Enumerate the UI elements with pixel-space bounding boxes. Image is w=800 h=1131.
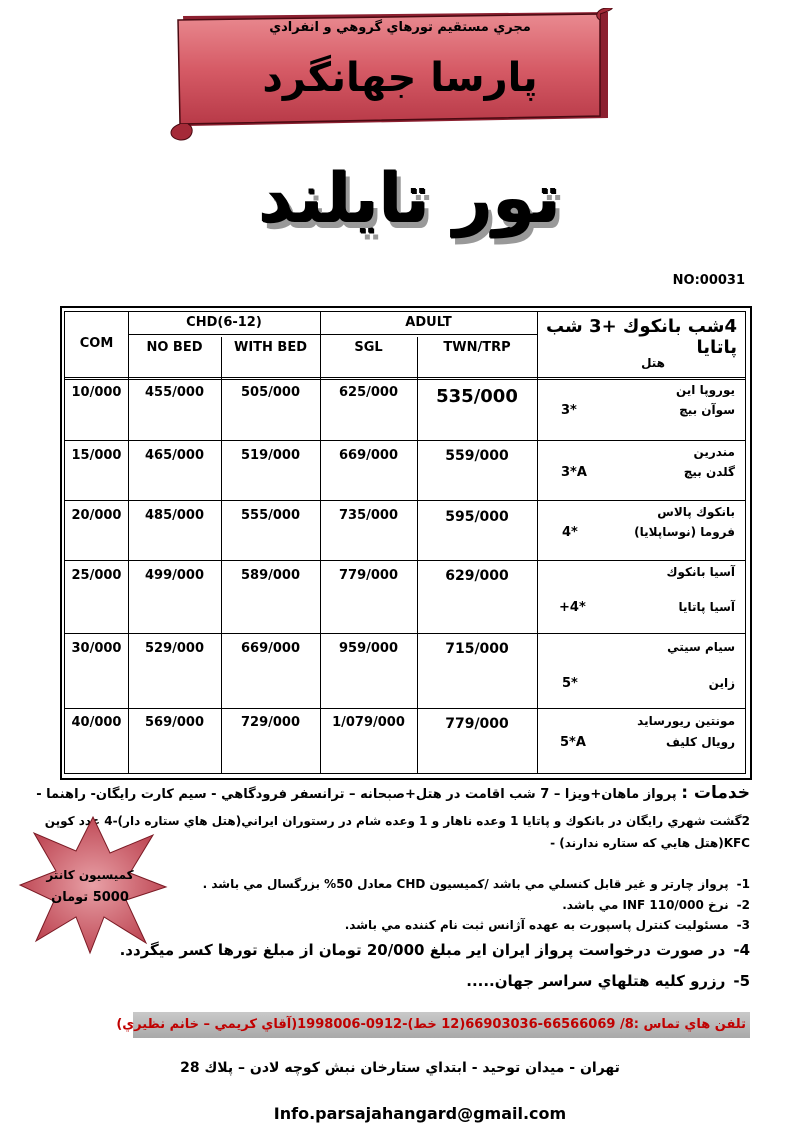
services-label: خدمات : [681, 783, 750, 803]
twn-price: 535/000 [436, 386, 518, 407]
chd-header: CHD(6-12) [186, 315, 262, 330]
note-text: نرخ INF 110/000 مي باشد. [562, 898, 729, 912]
twn-price: 629/000 [445, 568, 509, 584]
note-text: رزرو كليه هتلهاي سراسر جهان..... [466, 972, 726, 990]
hotel-stars: 4* [562, 525, 578, 540]
hotel-name: يوروپا اين [675, 383, 735, 397]
note-number: 4- [733, 941, 750, 959]
contact-bar [116, 1012, 750, 1038]
note-number: 2- [736, 898, 750, 912]
com-price: 20/000 [71, 508, 122, 523]
sgl-price: 669/000 [338, 448, 399, 463]
sgl-header: SGL [354, 340, 383, 355]
hotel-name: سيام سيتي [667, 640, 735, 654]
com-price: 25/000 [71, 568, 122, 583]
note-number: 3- [736, 918, 750, 932]
com-header: COM [79, 336, 114, 351]
note-text: در صورت درخواست پرواز ايران اير مبلغ 20/000 تومان از مبلغ تورها كسر ميگردد. [119, 941, 726, 959]
banner-subtitle: مجري مستقيم تورهاي گروهي و انفرادي [269, 20, 531, 35]
twn-header: TWN/TRP [443, 340, 511, 355]
hotel-name: فروما (نوساپلايا) [634, 525, 735, 539]
withbed-price: 555/000 [240, 508, 301, 523]
hotel-name: زاين [708, 676, 735, 690]
twn-price: 779/000 [445, 716, 509, 732]
company-name: پارسا جهانگرد [262, 55, 538, 101]
nobed-price: 455/000 [144, 385, 205, 400]
com-price: 15/000 [71, 448, 122, 463]
note-3 [345, 918, 750, 932]
nobed-price: 569/000 [144, 715, 205, 730]
tour-title: تور تايلند [258, 160, 562, 239]
services-line-1 [36, 783, 750, 803]
twn-price: 595/000 [445, 509, 509, 525]
hotel-name: رويال كليف [665, 735, 735, 749]
note-2 [562, 898, 750, 912]
twn-price: 715/000 [445, 641, 509, 657]
note-number: 5- [733, 972, 750, 990]
adult-header: ADULT [405, 315, 452, 330]
withbed-price: 505/000 [240, 385, 301, 400]
nobed-price: 529/000 [144, 641, 205, 656]
withbed-header: WITH BED [233, 340, 308, 355]
note-1 [203, 877, 750, 891]
sgl-price: 625/000 [338, 385, 399, 400]
nobed-price: 485/000 [144, 508, 205, 523]
withbed-price: 669/000 [240, 641, 301, 656]
nobed-price: 499/000 [144, 568, 205, 583]
contact-phones: تلفن هاي تماس :8/ 66566069-66903036(12 خط)-0912-1998006(آقاي كريمي – خانم نظيري) [116, 1017, 746, 1032]
hotel-name: آسيا بانكوك [666, 565, 735, 579]
hotel-header: هتل [641, 356, 665, 370]
services-line-3: KFC(هتل هايي كه ستاره ندارند) - [550, 836, 750, 850]
badge-line-2: 5000 تومان [51, 890, 129, 905]
email-link[interactable]: Info.parsajahangard@gmail.com [273, 1104, 567, 1123]
hotel-name: مونتين ريورسايد [637, 714, 735, 728]
hotel-stars: 3*A [561, 465, 587, 480]
hotel-name: آسيا پاتايا [678, 600, 735, 614]
twn-price: 559/000 [445, 448, 509, 464]
services-text-1: پرواز ماهان+ويزا – 7 شب اقامت در هتل+صبحانه – ترانسفر فرودگاهي - سيم كارت رايگان- راهنما - [36, 787, 677, 802]
badge-line-1: كميسيون كانتر [46, 868, 134, 882]
com-price: 10/000 [71, 385, 122, 400]
services-line-2: 2گشت شهري رايگان در بانكوك و پاتايا 1 وعده ناهار و 1 وعده شام در رستوران ايراني(هتل هاي ستاره دار)-4 عدد كوپن [44, 814, 750, 828]
note-number: 1- [736, 877, 750, 891]
com-price: 30/000 [71, 641, 122, 656]
note-4 [120, 941, 750, 959]
sgl-price: 1/079/000 [332, 715, 405, 730]
hotel-stars: 5*A [560, 735, 586, 750]
sgl-price: 779/000 [338, 568, 399, 583]
document-number: NO:00031 [672, 273, 745, 288]
nobed-header: NO BED [146, 340, 203, 355]
nobed-price: 465/000 [144, 448, 205, 463]
com-price: 40/000 [71, 715, 122, 730]
hotel-name: گلدن بيچ [683, 465, 735, 479]
withbed-price: 589/000 [240, 568, 301, 583]
sgl-price: 959/000 [338, 641, 399, 656]
withbed-price: 519/000 [240, 448, 301, 463]
commission-badge [18, 815, 168, 955]
price-table [64, 311, 746, 774]
note-5 [466, 972, 750, 990]
hotel-name: بانكوك پالاس [657, 505, 735, 519]
hotel-stars: 5* [562, 676, 578, 691]
package-title: 4شب بانكوك +3 شب پاتايا [546, 316, 737, 358]
sgl-price: 735/000 [338, 508, 399, 523]
note-text: پرواز چارتر و غير قابل كنسلي مي باشد /كميسيون CHD معادل 50% بزرگسال مي باشد . [202, 877, 729, 891]
address: تهران - ميدان توحيد - ابتداي ستارخان نبش كوچه لادن – پلاك 28 [180, 1060, 620, 1076]
hotel-name: مندرين [693, 445, 735, 459]
hotel-name: سوآن بيچ [679, 403, 735, 417]
hotel-stars: +4* [559, 600, 586, 615]
hotel-stars: 3* [561, 403, 577, 418]
note-text: مسئوليت كنترل پاسپورت به عهده آژانس ثبت نام كننده مي باشد. [344, 918, 729, 932]
withbed-price: 729/000 [240, 715, 301, 730]
